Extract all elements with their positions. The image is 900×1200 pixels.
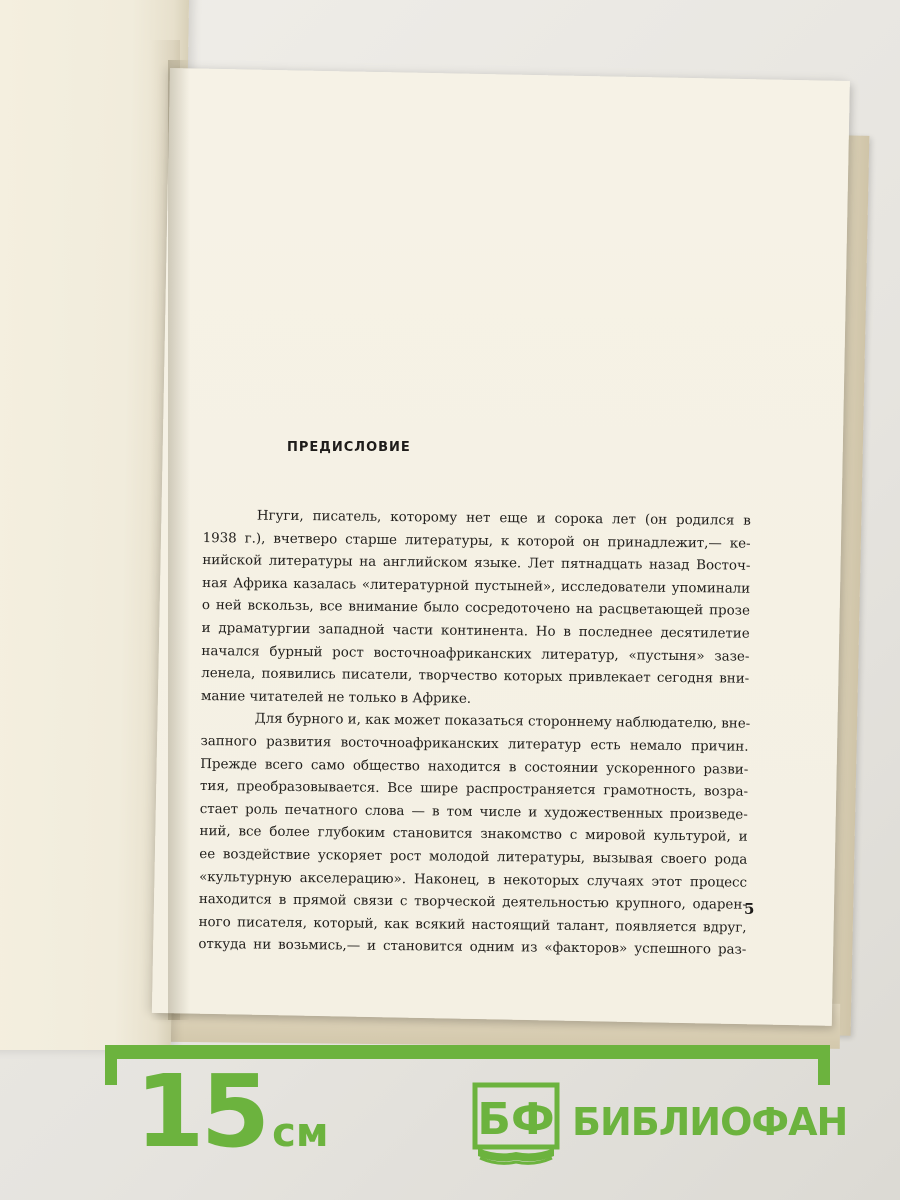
- text-line: стает роль печатного слова — в том числе и художественных произведе-: [199, 801, 748, 823]
- book-logo-icon: [472, 1082, 560, 1166]
- page-body-text: [198, 505, 751, 963]
- text-line: Нгуги, писатель, которому нет еще и сорока лет (он родился в: [256, 508, 751, 529]
- text-line: ного писателя, который, как всякий настоящий талант, появляется вдруг,: [198, 914, 747, 936]
- size-label: [135, 1053, 329, 1170]
- page-number: 5: [744, 900, 755, 918]
- size-number: 15: [135, 1053, 267, 1170]
- gutter-shadow: [168, 60, 190, 1020]
- text-line: 1938 г.), вчетверо старше литературы, к которой он принадлежит,— ке-: [202, 530, 751, 552]
- text-line: и драматургии западной части континента. Но в последнее десятилетие: [201, 620, 750, 642]
- text-line: Прежде всего само общество находится в состоянии ускоренного разви-: [200, 756, 749, 778]
- logo-letters: БФ: [477, 1094, 555, 1145]
- text-line: мание читателей не только в Африке.: [200, 688, 472, 707]
- text-line: запного развития восточноафриканских литератур есть немало причин.: [200, 733, 749, 755]
- ruler-tick-right: [818, 1045, 830, 1085]
- ruler-tick-left: [105, 1045, 117, 1085]
- text-line: тия, преобразовывается. Все шире распространяется грамотность, возра-: [199, 779, 749, 800]
- chapter-heading: ПРЕДИСЛОВИЕ: [287, 440, 411, 455]
- text-line: начался бурный рост восточноафриканских литератур, «пустыня» зазе-: [201, 643, 750, 665]
- size-unit: см: [272, 1110, 329, 1156]
- text-line: Для бурного и, как может показаться стороннему наблюдателю, вне-: [254, 711, 751, 733]
- text-line: «культурную акселерацию». Наконец, в некоторых случаях этот процесс: [199, 869, 748, 891]
- text-line: ний, все более глубоким становится знакомство с мировой культурой, и: [199, 824, 748, 846]
- text-line: нийской литературы на английском языке. Лет пятнадцать назад Восточ-: [202, 553, 751, 574]
- brand-name: БИБЛИОФАН: [572, 1100, 848, 1144]
- text-line: о ней вскользь, все внимание было сосредоточено на расцветающей прозе: [201, 598, 750, 620]
- text-line: находится в прямой связи с творческой деятельностью крупного, одарен-: [198, 892, 747, 913]
- text-line: ная Африка казалась «литературной пустыней», исследователи упоминали: [202, 575, 751, 597]
- text-line: ее воздействие ускоряет рост молодой литературы, вызывая своего рода: [199, 846, 748, 868]
- text-line: откуда ни возьмись,— и становится одним из «факторов» успешного раз-: [198, 937, 747, 958]
- text-line: ленела, появились писатели, творчество которых привлекает сегодня вни-: [201, 666, 750, 687]
